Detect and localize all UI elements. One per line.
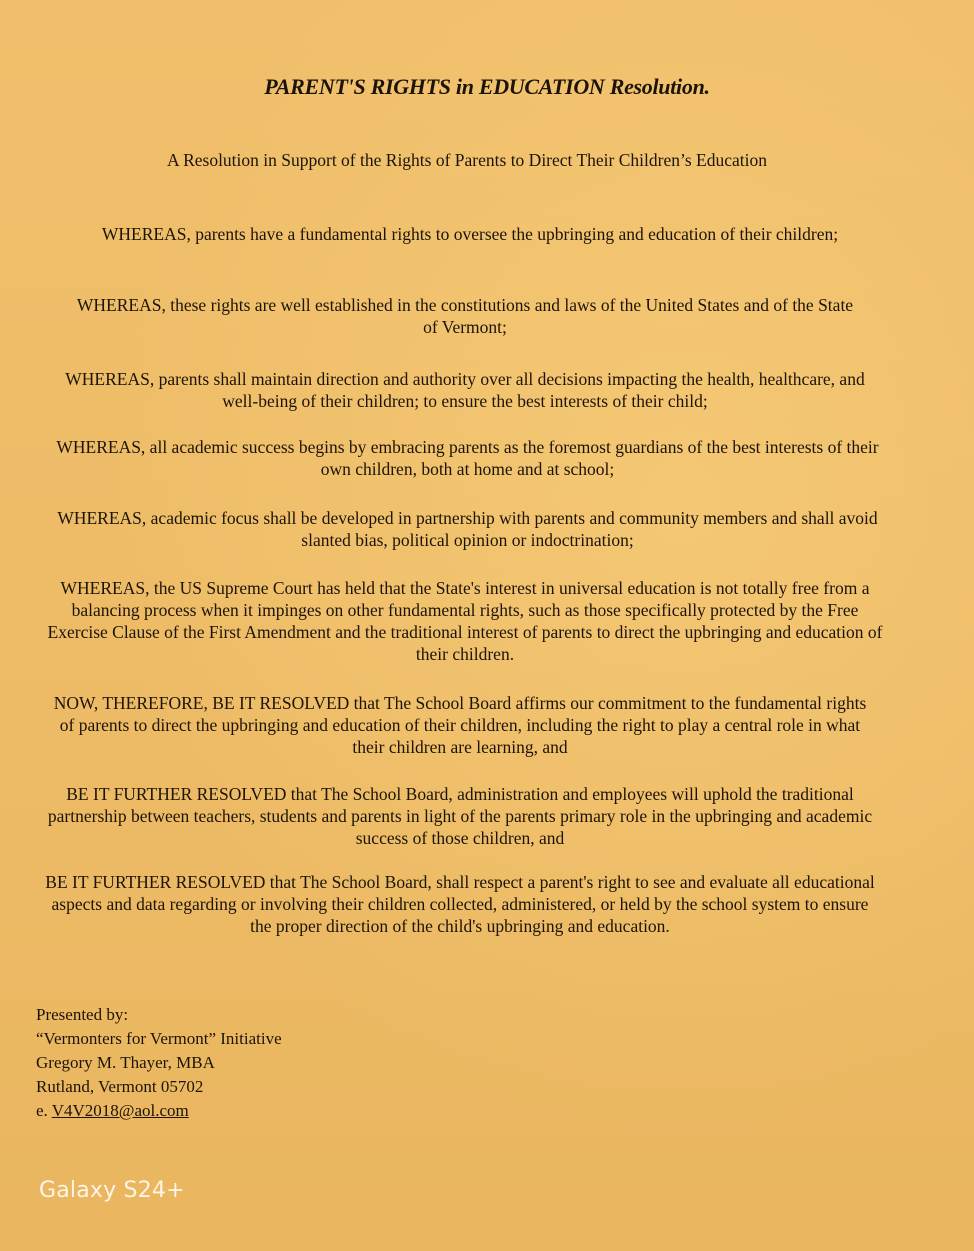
presented-by-label: Presented by: — [36, 1005, 129, 1024]
presenter-name: Gregory M. Thayer, MBA — [36, 1053, 215, 1072]
whereas-paragraph-2: WHEREAS, these rights are well established in the constitutions and laws of the United States and of the State of Vermont; — [76, 295, 854, 337]
email-prefix: e. — [36, 1101, 48, 1120]
presenter-location: Rutland, Vermont 05702 — [36, 1077, 204, 1096]
whereas-paragraph-1: WHEREAS, parents have a fundamental rights to oversee the upbringing and education of their children; — [101, 224, 839, 244]
whereas-paragraph-6: WHEREAS, the US Supreme Court has held that the State's interest in universal education is not totally free from a balancing process when it impinges on other fundamental rights, such as those specifically protected by the Free Exercise Clause of the First Amendment and the traditional interest of parents to direct the upbringing and education of their children. — [47, 578, 883, 664]
camera-watermark: Galaxy S24+ — [39, 1178, 185, 1203]
further-resolved-paragraph-1: BE IT FURTHER RESOLVED that The School Board, administration and employees will uphold the traditional partnership between teachers, students and parents in light of the parents primary role in the upbringing and academic success of those children, and — [47, 784, 873, 848]
presented-by-block — [36, 1003, 282, 1123]
presenter-organization: “Vermonters for Vermont” Initiative — [36, 1029, 282, 1048]
presenter-email-line — [36, 1099, 282, 1123]
further-resolved-paragraph-2: BE IT FURTHER RESOLVED that The School Board, shall respect a parent's right to see and evaluate all educational aspects and data regarding or involving their children collected, administered, or held by the school system to ensure the proper direction of the child's upbringing and education. — [45, 872, 875, 936]
whereas-paragraph-3: WHEREAS, parents shall maintain direction and authority over all decisions impacting the health, healthcare, and well-being of their children; to ensure the best interests of their child; — [65, 369, 865, 411]
whereas-paragraph-5: WHEREAS, academic focus shall be developed in partnership with parents and community members and shall avoid slanted bias, political opinion or indoctrination; — [57, 508, 878, 550]
resolved-paragraph: NOW, THEREFORE, BE IT RESOLVED that The School Board affirms our commitment to the fundamental rights of parents to direct the upbringing and education of their children, including the right to play a central role in what their children are learning, and — [53, 693, 867, 757]
email-link[interactable]: V4V2018@aol.com — [51, 1101, 189, 1120]
document-title: PARENT'S RIGHTS in EDUCATION Resolution. — [264, 74, 710, 99]
document-subtitle: A Resolution in Support of the Rights of Parents to Direct Their Children’s Education — [167, 150, 767, 170]
whereas-paragraph-4: WHEREAS, all academic success begins by embracing parents as the foremost guardians of the best interests of their own children, both at home and at school; — [56, 437, 879, 479]
